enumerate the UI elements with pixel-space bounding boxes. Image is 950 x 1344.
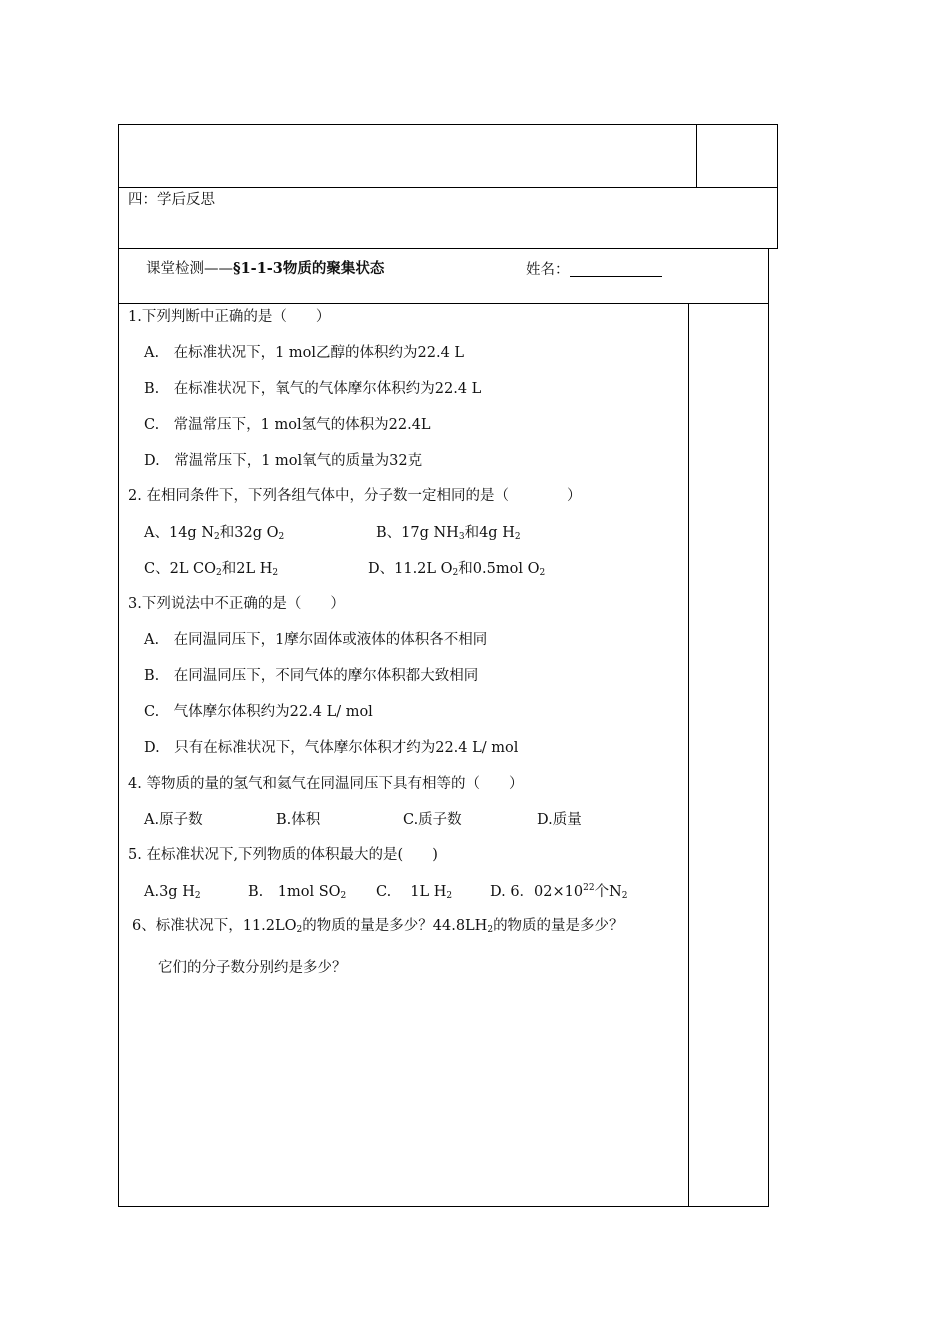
q2-d-mid: 和0.5mol O	[458, 561, 540, 577]
q5-d-text: D. 6．02×10	[490, 884, 584, 900]
q2-b-text: B、17g NH	[376, 525, 459, 541]
q2-c-text: C、2L CO	[144, 561, 217, 577]
q5-a-sub: 2	[194, 891, 201, 901]
q1-option-b: B. 在标准状况下，氧气的气体摩尔体积约为22.4 L	[144, 381, 482, 397]
q4-option-b: B.体积	[276, 812, 321, 828]
q6-text-2: 的物质的量是多少？44.8LH	[302, 918, 488, 934]
q5-option-b	[248, 885, 346, 900]
q2-c-sub1: 2	[216, 568, 222, 578]
q2-stem: 2. 在相同条件下，下列各组气体中，分子数一定相同的是（ ）	[128, 488, 582, 504]
q5-stem: 5. 在标准状况下,下列物质的体积最大的是( )	[128, 847, 438, 863]
q2-c-sub2: 2	[272, 568, 279, 578]
q2-option-b	[376, 526, 521, 541]
q4-option-a: A.原子数	[144, 812, 203, 828]
student-name-field[interactable]	[526, 262, 662, 278]
q1-stem: 1.下列判断中正确的是（ ）	[128, 309, 331, 325]
q2-b-mid: 和4g H	[464, 525, 515, 541]
q2-option-d	[368, 562, 545, 577]
q5-option-a	[144, 885, 201, 900]
q1-option-c: C. 常温常压下，1 mol氢气的体积为22.4L	[144, 417, 431, 433]
q5-a-text: A.3g H	[144, 884, 195, 900]
quiz-table-header-divider	[118, 303, 769, 304]
q2-b-sub1: 3	[458, 532, 465, 542]
q5-option-d	[490, 885, 627, 900]
top-table-border-top	[118, 124, 778, 125]
top-table-border-right	[777, 124, 778, 248]
q6-stem-line2: 它们的分子数分别约是多少？	[158, 960, 347, 976]
q3-option-b: B. 在同温同压下，不同气体的摩尔体积都大致相同	[144, 668, 479, 684]
top-table-border-left	[118, 124, 119, 248]
q2-b-sub2: 2	[514, 532, 521, 542]
q5-option-c	[376, 885, 452, 900]
q5-b-text: B. 1mol SO	[248, 884, 341, 900]
q2-a-sub2: 2	[278, 532, 285, 542]
q3-option-a: A. 在同温同压下，1摩尔固体或液体的体积各不相同	[144, 632, 488, 648]
top-table-border-bottom	[118, 248, 778, 249]
q2-c-mid: 和2L H	[221, 561, 273, 577]
q5-c-text: C. 1L H	[376, 884, 447, 900]
q3-option-c: C. 气体摩尔体积约为22.4 L/ mol	[144, 704, 373, 720]
q2-d-text: D、11.2L O	[368, 561, 453, 577]
q6-sub1: 2	[296, 925, 303, 935]
student-name-label: 姓名：	[526, 262, 570, 278]
quiz-header-prefix: 课堂检测——	[146, 261, 233, 277]
q5-d-sub: 2	[621, 891, 628, 901]
q6-stem	[132, 919, 624, 934]
q1-option-d: D. 常温常压下，1 mol氧气的质量为32克	[144, 453, 423, 469]
q6-text-1: 6、标准状况下，11.2LO	[132, 918, 297, 934]
q2-a-sub1: 2	[214, 532, 220, 542]
q3-stem: 3.下列说法中不正确的是（ ）	[128, 596, 345, 612]
q2-a-text: A、14g N	[144, 525, 215, 541]
quiz-table-border-left	[118, 248, 119, 1207]
q4-stem: 4. 等物质的量的氢气和氦气在同温同压下具有相等的（ ）	[128, 776, 524, 792]
section-four-label: 四：学后反思	[128, 192, 215, 208]
q6-text-3: 的物质的量是多少？	[493, 918, 624, 934]
quiz-title: §1-1-3物质的聚集状态	[233, 260, 385, 277]
q2-option-a	[144, 526, 284, 541]
q4-option-c: C.质子数	[403, 812, 462, 828]
quiz-table-border-right	[768, 248, 769, 1207]
q1-option-a: A. 在标准状况下，1 mol乙醇的体积约为22.4 L	[144, 345, 465, 361]
q5-b-sub: 2	[340, 891, 347, 901]
q6-sub2: 2	[487, 925, 494, 935]
top-table-col-divider	[696, 124, 697, 187]
q5-d-sup: 22	[583, 883, 595, 893]
q3-option-d: D. 只有在标准状况下，气体摩尔体积才约为22.4 L/ mol	[144, 740, 519, 756]
quiz-header	[146, 262, 384, 277]
student-name-blank[interactable]	[570, 262, 662, 277]
q2-a-mid: 和32g O	[219, 525, 279, 541]
top-table-row-divider	[118, 187, 778, 188]
q5-c-sub: 2	[446, 891, 453, 901]
quiz-table-col-divider	[688, 303, 689, 1206]
q2-option-c	[144, 562, 278, 577]
q4-option-d: D.质量	[537, 812, 582, 828]
q2-d-sub1: 2	[452, 568, 459, 578]
q2-d-sub2: 2	[539, 568, 546, 578]
q5-d-mid: 个N	[594, 884, 622, 900]
quiz-table-border-bottom	[118, 1206, 769, 1207]
